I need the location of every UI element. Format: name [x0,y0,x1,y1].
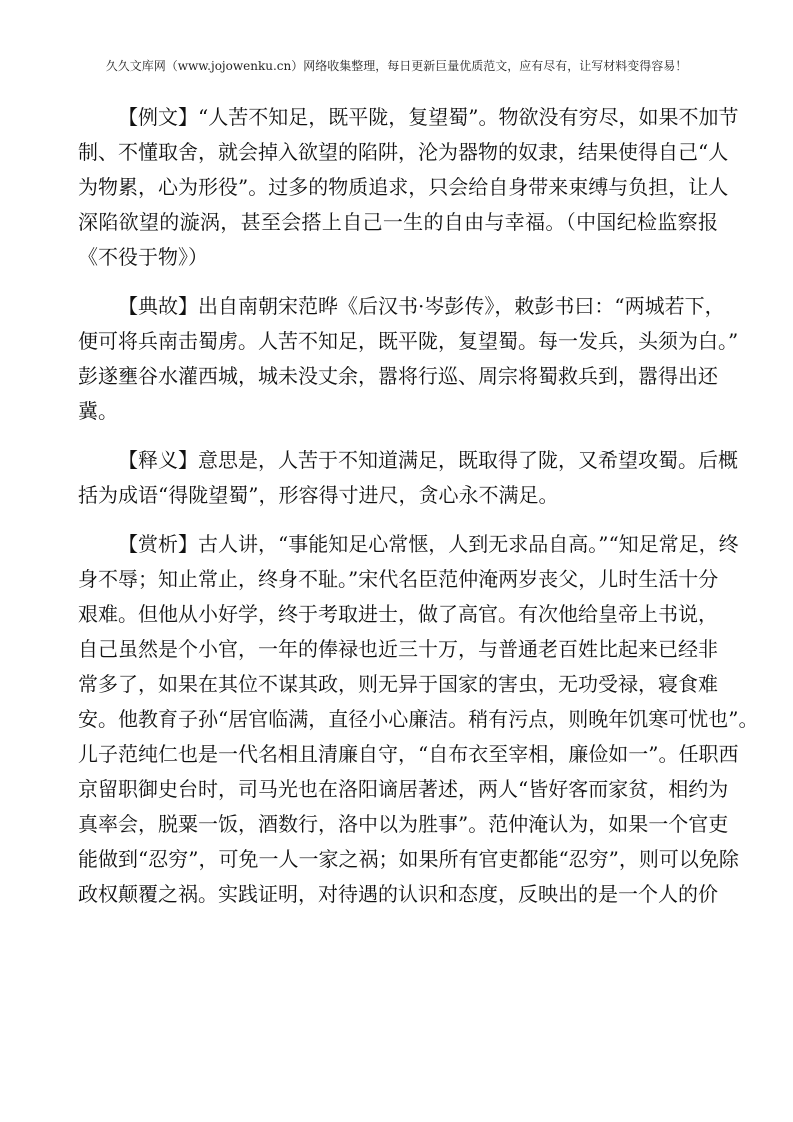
text-line: 安。他教育子孙“居官临满，直径小心廉洁。稍有污点，则晚年饥寒可忧也”。 [78,707,759,731]
document-body [78,100,759,926]
paragraph-appreciation [78,527,759,912]
text-line: 政权颠覆之祸。实践证明，对待遇的认识和态度，反映出的是一个人的价 [78,882,718,906]
paragraph-example [78,100,739,275]
text-line: 身不辱；知止常止，终身不耻。”宋代名臣范仲淹两岁丧父，儿时生活十分 [78,567,719,591]
text-line: 自己虽然是个小官，一年的俸禄也近三十万，与普通老百姓比起来已经非 [78,637,718,661]
text-line: 常多了，如果在其位不谋其政，则无异于国家的害虫，无功受禄，寝食难 [78,672,718,696]
paragraph-allusion [78,289,739,429]
text-line: 为物累，心为形役”。过多的物质追求，只会给自身带来束缚与负担，让人 [78,175,729,199]
text-line: 【例文】“人苦不知足，既平陇，复望蜀”。物欲没有穷尽，如果不加节 [118,105,739,129]
paragraph-definition [78,443,738,513]
text-line: 便可将兵南击蜀虏。人苦不知足，既平陇，复望蜀。每一发兵，头须为白。” [78,329,739,353]
text-line: 《不役于物》） [78,245,208,269]
text-line: 真率会，脱粟一饭，酒数行，洛中以为胜事”。范仲淹认为，如果一个官吏 [78,812,729,836]
text-line: 能做到“忍穷”，可免一人一家之祸；如果所有官吏都能“忍穷”，则可以免除 [78,847,739,871]
text-line: 京留职御史台时，司马光也在洛阳谪居著述，两人“皆好客而家贫，相约为 [78,777,729,801]
text-line: 艰难。但他从小好学，终于考取进士，做了高官。有次他给皇帝上书说， [78,602,718,626]
text-line: 儿子范纯仁也是一代名相且清廉自守，“自布衣至宰相，廉俭如一”。任职西 [78,742,739,766]
text-line: 彭遂壅谷水灌西城，城未没丈余，嚣将行巡、周宗将蜀救兵到，嚣得出还 [78,364,718,388]
text-line: 制、不懂取舍，就会掉入欲望的陷阱，沦为器物的奴隶，结果使得自己“人 [78,140,729,164]
text-line: 【典故】出自南朝宋范晔《后汉书·岑彭传》，敕彭书曰：“两城若下， [118,294,725,318]
text-line: 冀。 [78,399,118,423]
text-line: 【赏析】古人讲，“事能知足心常惬，人到无求品自高。”“知足常足，终 [118,532,739,556]
text-line: 【释义】意思是，人苦于不知道满足，既取得了陇，又希望攻蜀。后概 [118,448,738,472]
text-line: 深陷欲望的漩涡，甚至会搭上自己一生的自由与幸福。（中国纪检监察报 [78,210,718,234]
text-line: 括为成语“得陇望蜀”，形容得寸进尺，贪心永不满足。 [78,483,559,507]
page-header: 久久文库网（www.jojowenku.cn）网络收集整理，每日更新巨量优质范文，应有尽有，让写材料变得容易！ [105,59,688,73]
